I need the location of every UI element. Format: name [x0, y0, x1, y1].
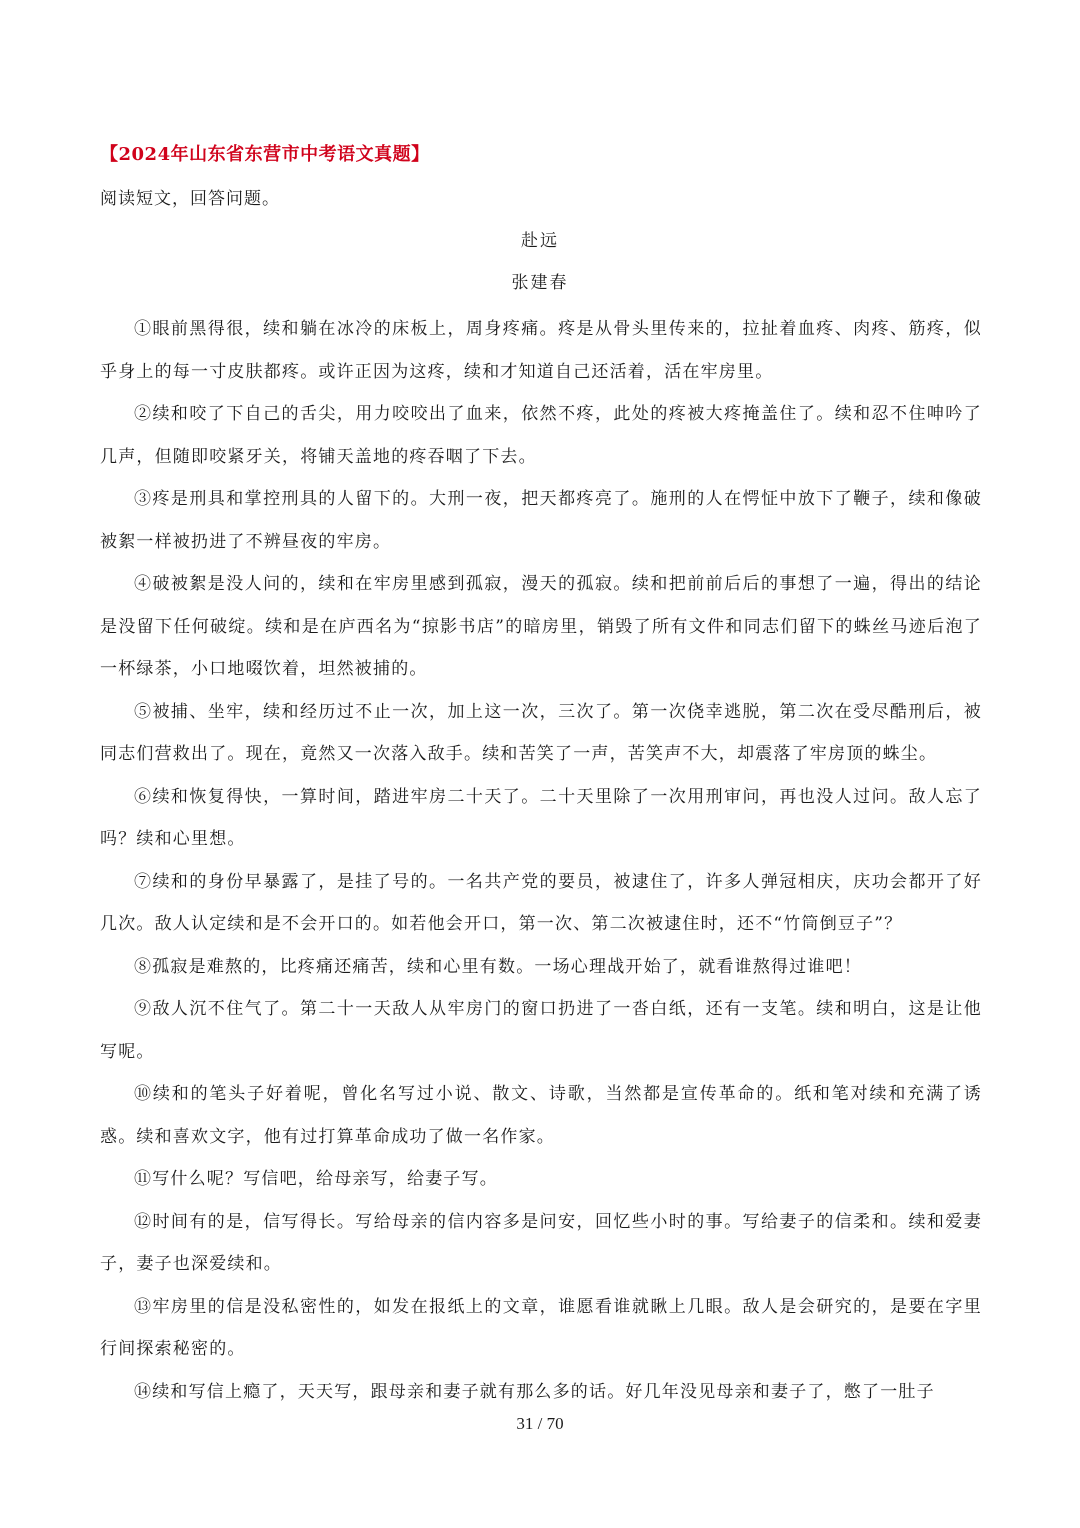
paragraph-6: ⑥续和恢复得快，一算时间，踏进牢房二十天了。二十天里除了一次用刑审问，再也没人过问。敌人忘了吗？续和心里想。	[100, 786, 982, 849]
paragraph-1: ①眼前黑得很，续和躺在冰冷的床板上，周身疼痛。疼是从骨头里传来的，拉扯着血疼、肉疼、筋疼，似乎身上的每一寸皮肤都疼。或许正因为这疼，续和才知道自己还活着，活在牢房里。	[100, 319, 982, 382]
paragraph-12: ⑫时间有的是，信写得长。写给母亲的信内容多是问安，回忆些小时的事。写给妻子的信柔和。续和爱妻子，妻子也深爱续和。	[100, 1211, 982, 1274]
page-number: 31 / 70	[516, 1414, 564, 1433]
article-author: 张建春	[511, 273, 569, 293]
paragraph-3: ③疼是刑具和掌控刑具的人留下的。大刑一夜，把天都疼亮了。施刑的人在愕怔中放下了鞭子，续和像破被絮一样被扔进了不辨昼夜的牢房。	[100, 489, 982, 552]
paragraph-14: ⑭续和写信上瘾了，天天写，跟母亲和妻子就有那么多的话。好几年没见母亲和妻子了，憋了一肚子	[134, 1381, 935, 1402]
paragraph-7: ⑦续和的身份早暴露了，是挂了号的。一名共产党的要员，被逮住了，许多人弹冠相庆，庆功会都开了好几次。敌人认定续和是不会开口的。如若他会开口，第一次、第二次被逮住时，还不“竹筒倒豆子”？	[100, 871, 982, 934]
paragraph-11: ⑪写什么呢？写信吧，给母亲写，给妻子写。	[134, 1169, 498, 1189]
exam-title: 【2024年山东省东营市中考语文真题】	[100, 144, 430, 165]
article-title: 赴远	[521, 231, 559, 251]
paragraph-5: ⑤被捕、坐牢，续和经历过不止一次，加上这一次，三次了。第一次侥幸逃脱，第二次在受尽酷刑后，被同志们营救出了。现在，竟然又一次落入敌手。续和苦笑了一声，苦笑声不大，却震落了牢房顶的蛛尘。	[100, 701, 982, 764]
paragraph-4: ④破被絮是没人问的，续和在牢房里感到孤寂，漫天的孤寂。续和把前前后后的事想了一遍，得出的结论是没留下任何破绽。续和是在庐西名为“掠影书店”的暗房里，销毁了所有文件和同志们留下的蛛丝马迹后泡了一杯绿茶，小口地啜饮着，坦然被捕的。	[100, 574, 982, 679]
reading-instruction: 阅读短文，回答问题。	[100, 189, 280, 209]
article-body	[100, 308, 982, 1413]
paragraph-10: ⑩续和的笔头子好着呢，曾化名写过小说、散文、诗歌，当然都是宣传革命的。纸和笔对续和充满了诱惑。续和喜欢文字，他有过打算革命成功了做一名作家。	[100, 1084, 982, 1147]
paragraph-8: ⑧孤寂是难熬的，比疼痛还痛苦，续和心里有数。一场心理战开始了，就看谁熬得过谁吧！	[134, 956, 862, 977]
paragraph-13: ⑬牢房里的信是没私密性的，如发在报纸上的文章，谁愿看谁就瞅上几眼。敌人是会研究的，是要在字里行间探索秘密的。	[100, 1296, 982, 1359]
paragraph-2: ②续和咬了下自己的舌尖，用力咬咬出了血来，依然不疼，此处的疼被大疼掩盖住了。续和忍不住呻吟了几声，但随即咬紧牙关，将铺天盖地的疼吞咽了下去。	[100, 404, 982, 467]
paragraph-9: ⑨敌人沉不住气了。第二十一天敌人从牢房门的窗口扔进了一沓白纸，还有一支笔。续和明白，这是让他写呢。	[100, 999, 982, 1062]
